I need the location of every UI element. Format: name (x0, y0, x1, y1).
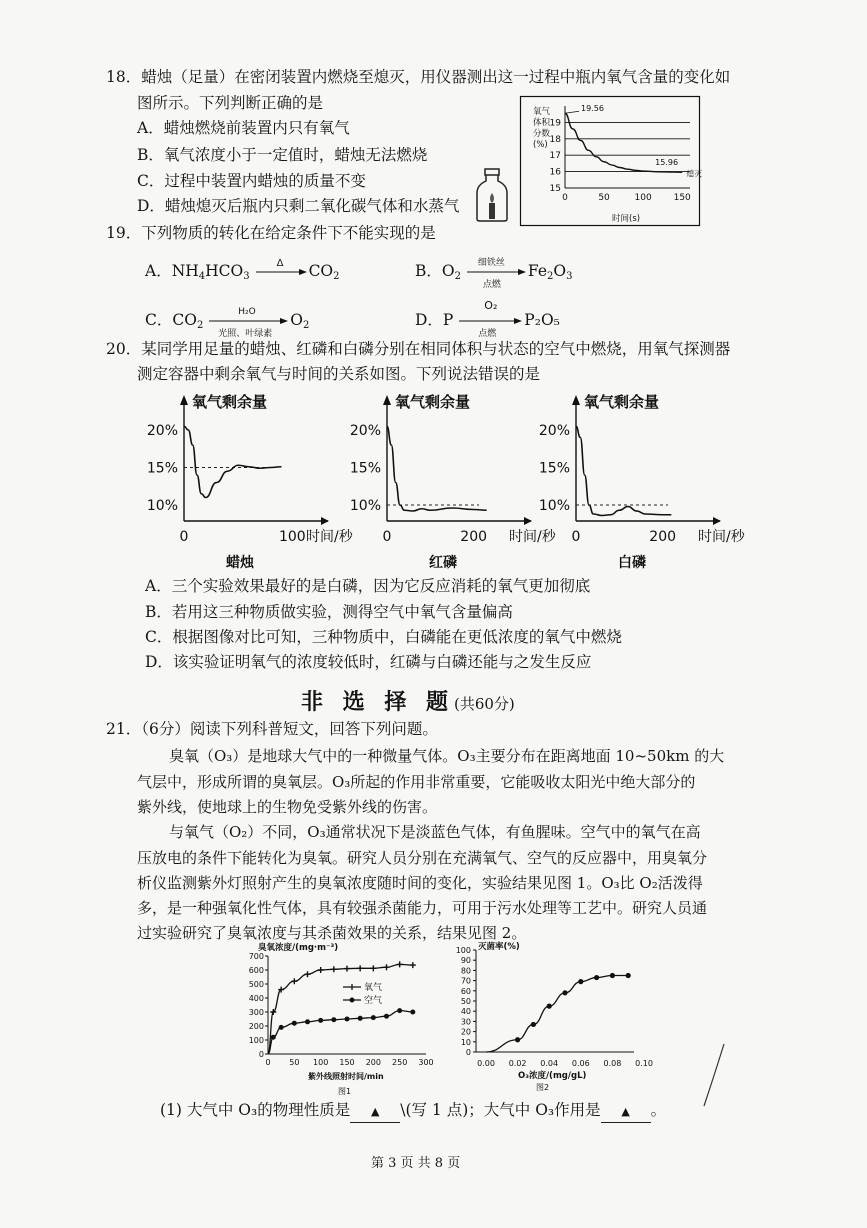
fig1-point-oxygen (331, 966, 337, 972)
fig1-series-1 (268, 964, 413, 1054)
q18-option-d: D．蜡烛熄灭后瓶内只剩二氧化碳气体和水蒸气 (137, 197, 460, 215)
svg-text:分数: 分数 (533, 129, 551, 139)
q20-series-line (184, 426, 282, 497)
q20-ylabel: 氧气剩余量 (395, 393, 471, 411)
fig1-ytick: 0 (258, 1050, 264, 1059)
q19-option-c: C．CO2 H₂O 光照、叶绿素 O2 (145, 307, 310, 339)
q20-chart-1 (147, 393, 354, 571)
fig1-point-air (345, 1017, 350, 1022)
q18-stem-line2: 图所示。下列判断正确的是 (137, 94, 324, 112)
q18-oxygen-chart (520, 96, 703, 226)
svg-text:氧气: 氧气 (533, 107, 551, 117)
q20-chart-2 (350, 393, 557, 571)
q19-stem: 19．下列物质的转化在给定条件下不能实现的是 (106, 224, 436, 242)
q21-p1-line3: 紫外线，使地球上的生物免受紫外线的伤害。 (137, 798, 438, 816)
fig1-xtick: 50 (289, 1058, 300, 1067)
q20-xlabel: 时间/秒 (306, 529, 353, 545)
fig2-ytick: 0 (465, 1048, 471, 1057)
q20-x-arrow (524, 517, 532, 525)
fig2-point (562, 990, 567, 995)
q20-y-arrow (572, 395, 580, 405)
q21-p1-line2: 气层中，形成所谓的臭氧层。O₃所起的作用非常重要，它能吸收太阳光中绝大部分的 (137, 773, 696, 791)
fig1-ytick: 700 (248, 952, 264, 961)
q18-end-note: 熄灭 (686, 169, 703, 179)
fig2-ytick: 90 (460, 956, 471, 966)
fig1-point-oxygen (370, 965, 376, 971)
fig1-ytick: 300 (248, 1008, 264, 1017)
q20-ytick: 20% (538, 423, 570, 439)
q19-option-b: B．O2 细铁丝 点燃 Fe2O3 (415, 258, 573, 290)
fig2-ytick: 10 (460, 1037, 471, 1047)
fig1-point-air (279, 1025, 284, 1030)
fig1-ytick: 200 (248, 1022, 264, 1031)
fig1-point-oxygen (384, 964, 390, 970)
answer-blank-1[interactable]: ▲ (350, 1100, 400, 1123)
section-score: (共60分) (453, 695, 515, 713)
fig1-xtick: 250 (392, 1058, 408, 1067)
fig2-xtick: 0.08 (603, 1059, 622, 1068)
fig1-xtick: 300 (418, 1058, 434, 1067)
fig2-ytick: 70 (460, 976, 471, 986)
q20-xtick: 100 (278, 529, 306, 545)
section-title: 非 选 择 题 (301, 689, 454, 715)
fig1-point-air (318, 1018, 323, 1023)
q20-xtick: 0 (179, 529, 189, 545)
q20-series-line (576, 426, 671, 515)
q21-p2-line1: 与氧气（O₂）不同，O₃通常状况下是淡蓝色气体，有鱼腥味。空气中的氧气在高 (169, 823, 701, 841)
pen-mark (700, 1040, 730, 1110)
fig2-xtick: 0.10 (635, 1059, 653, 1068)
fig1-xtick: 0 (265, 1058, 271, 1067)
fig2-xtick: 0.02 (508, 1059, 527, 1068)
q18-option-c: C．过程中装置内蜡烛的质量不变 (137, 172, 366, 190)
fig2-xtick: 0.00 (477, 1059, 495, 1068)
q20-xlabel: 时间/秒 (698, 529, 745, 545)
fig1-legend-air: 空气 (364, 996, 383, 1006)
fig1-point-air (305, 1019, 310, 1024)
fig2-point (515, 1037, 520, 1042)
fig1-ylabel: 臭氧浓度/(mg·m⁻³) (258, 943, 339, 953)
fig1-point-oxygen (410, 962, 416, 968)
q18-xtick: 50 (598, 193, 610, 203)
fig1-point-air (384, 1014, 389, 1019)
fig1-point-air (358, 1016, 363, 1021)
q18-ytick: 15 (549, 184, 561, 194)
fig2-ytick: 100 (455, 946, 471, 955)
q20-ylabel: 氧气剩余量 (584, 393, 660, 411)
q20-ytick: 20% (349, 423, 381, 439)
fig2-ylabel: 灭菌率(%) (478, 942, 520, 952)
q20-ytick: 10% (538, 498, 570, 514)
q21-p2-line4: 多，是一种强氧化性气体，具有较强杀菌能力，可用于污水处理等工艺中。研究人员通 (137, 899, 708, 917)
q20-y-arrow (383, 395, 391, 405)
fig1-point-air (397, 1008, 402, 1013)
fig2-point (547, 1004, 552, 1009)
q21-figure2 (450, 938, 653, 1100)
fig1-xtick: 200 (365, 1058, 381, 1067)
q18-ytick: 19 (549, 118, 561, 129)
q20-xlabel: 时间/秒 (509, 529, 556, 545)
q20-x-arrow (713, 517, 721, 525)
q20-stem-line1: 20．某同学用足量的蜡烛、红磷和白磷分别在相同体积与状态的空气中燃烧，用氧气探测器 (106, 340, 731, 358)
q20-caption: 蜡烛 (226, 555, 254, 571)
q20-ytick: 15% (349, 460, 381, 477)
candle-bottle-image (474, 167, 510, 223)
q20-option-d: D．该实验证明氧气的浓度较低时，红磷与白磷还能与之发生反应 (145, 653, 592, 671)
q21-p1-line1: 臭氧（O₃）是地球大气中的一种微量气体。O₃主要分布在距离地面 10~50km 的大 (169, 747, 725, 765)
q20-option-b: B．若用这三种物质做实验，测得空气中氧气含量偏高 (145, 603, 513, 621)
q20-xtick: 0 (382, 529, 392, 545)
q18-start-leader (565, 111, 579, 113)
q19-option-a: A．NH4HCO3 Δ CO2 (145, 258, 340, 282)
fig2-ytick: 20 (460, 1027, 471, 1037)
q18-start-label: 19.56 (581, 104, 604, 114)
fig2-point (610, 973, 615, 978)
fig2-ytick: 40 (460, 1007, 471, 1017)
q20-series-line (387, 426, 487, 511)
q20-xtick: 0 (571, 529, 581, 545)
fig1-point-oxygen (344, 966, 350, 972)
q20-caption: 红磷 (429, 555, 457, 571)
svg-text:体积: 体积 (533, 118, 551, 128)
q20-y-arrow (180, 395, 188, 405)
q18-option-a: A．蜡烛燃烧前装置内只有氧气 (137, 119, 350, 137)
q18-option-b: B．氧气浓度小于一定值时，蜡烛无法燃烧 (137, 146, 428, 164)
q18-ylabel (533, 106, 551, 150)
q18-ytick: 17 (549, 151, 561, 162)
fig1-ytick: 500 (248, 980, 264, 989)
fig1-xlabel: 紫外线照射时间/min (308, 1072, 384, 1081)
fig1-point-air (331, 1017, 336, 1022)
q20-charts (140, 385, 745, 575)
fig1-legend-mark-oxygen (343, 984, 361, 990)
q18-xtick: 150 (673, 193, 691, 203)
fig1-point-air (371, 1015, 376, 1020)
fig1-series-2 (268, 1011, 413, 1054)
section-heading (301, 685, 515, 716)
fig1-xtick: 100 (313, 1058, 329, 1067)
answer-blank-2[interactable]: ▲ (601, 1100, 651, 1123)
fig2-caption: 图2 (536, 1083, 550, 1092)
fig1-point-oxygen (397, 961, 403, 967)
fig1-caption: 图1 (338, 1087, 352, 1096)
q20-ytick: 15% (146, 460, 178, 477)
q20-chart-3 (539, 393, 746, 571)
q18-ytick: 16 (549, 167, 561, 178)
fig1-point-oxygen (305, 971, 311, 977)
fig1-point-air (271, 1035, 276, 1040)
fig1-point-oxygen (291, 978, 297, 984)
q21-stem: 21．（6分）阅读下列科普短文，回答下列问题。 (106, 720, 438, 738)
q20-caption: 白磷 (618, 555, 646, 571)
q20-xtick: 200 (460, 529, 488, 545)
page-footer: 第 3 页 共 8 页 (371, 1156, 461, 1171)
q21-sub1: (1) 大气中 O₃的物理性质是 ▲ \(写 1 点)；大气中 O₃作用是 ▲ 。 (160, 1100, 666, 1123)
fig2-point (594, 975, 599, 980)
q20-ylabel: 氧气剩余量 (192, 393, 268, 411)
fig2-ytick: 30 (460, 1017, 471, 1027)
fig2-ytick: 80 (460, 966, 471, 976)
q19-option-d: D．P O₂ 点燃 P₂O₅ (415, 299, 560, 339)
fig1-legend-oxygen: 氧气 (364, 983, 383, 993)
q20-ytick: 10% (349, 498, 381, 514)
fig1-ytick: 400 (248, 994, 264, 1003)
q21-p2-line3: 析仪监测紫外灯照射产生的臭氧浓度随时间的变化，实验结果见图 1。O₃比 O₂活泼得 (137, 874, 703, 892)
fig2-point (531, 1022, 536, 1027)
q18-ytick: 18 (549, 134, 561, 145)
fig1-legend-mark-air (350, 998, 355, 1003)
q20-xtick: 200 (649, 529, 677, 545)
fig1-point-air (410, 1010, 415, 1015)
fig2-series-line (486, 976, 628, 1053)
q21-p2-line2: 压放电的条件下能转化为臭氧。研究人员分别在充满氧气、空气的反应器中，用臭氧分 (137, 849, 708, 867)
fig2-point (626, 973, 631, 978)
q21-figure1 (230, 938, 450, 1100)
q18-xlabel: 时间(s) (612, 214, 641, 224)
q18-xtick: 0 (562, 193, 568, 203)
q20-option-a: A．三个实验效果最好的是白磷，因为它反应消耗的氧气更加彻底 (145, 577, 591, 595)
fig1-ytick: 600 (248, 966, 264, 975)
fig1-ytick: 100 (248, 1036, 264, 1045)
fig2-xtick: 0.06 (571, 1059, 590, 1068)
q20-ytick: 15% (538, 460, 570, 477)
q18-xtick: 100 (634, 193, 652, 203)
fig1-point-air (292, 1021, 297, 1026)
fig2-point (578, 979, 583, 984)
fig1-point-oxygen (318, 967, 324, 973)
q18-end-label: 15.96 (655, 158, 679, 168)
fig1-point-oxygen (357, 965, 363, 971)
q20-stem-line2: 测定容器中剩余氧气与时间的关系如图。下列说法错误的是 (137, 365, 541, 383)
q21-p2-line5: 过实验研究了臭氧浓度与其杀菌效果的关系，结果见图 2。 (137, 924, 527, 942)
fig2-ytick: 50 (460, 997, 471, 1006)
fig2-xlabel: O₃浓度/(mg/gL) (518, 1071, 587, 1081)
fig2-xtick: 0.04 (540, 1059, 559, 1068)
q20-ytick: 20% (146, 423, 178, 439)
svg-text:(%): (%) (533, 140, 548, 150)
q18-stem-line1: 18．蜡烛（足量）在密闭装置内燃烧至熄灭，用仪器测出这一过程中瓶内氧气含量的变化如 (106, 68, 731, 86)
q20-option-c: C．根据图像对比可知，三种物质中，白磷能在更低浓度的氧气中燃烧 (145, 628, 622, 646)
fig1-xtick: 150 (339, 1058, 355, 1067)
fig2-ytick: 60 (460, 986, 471, 996)
q20-x-arrow (321, 517, 329, 525)
q20-ytick: 10% (146, 498, 178, 514)
